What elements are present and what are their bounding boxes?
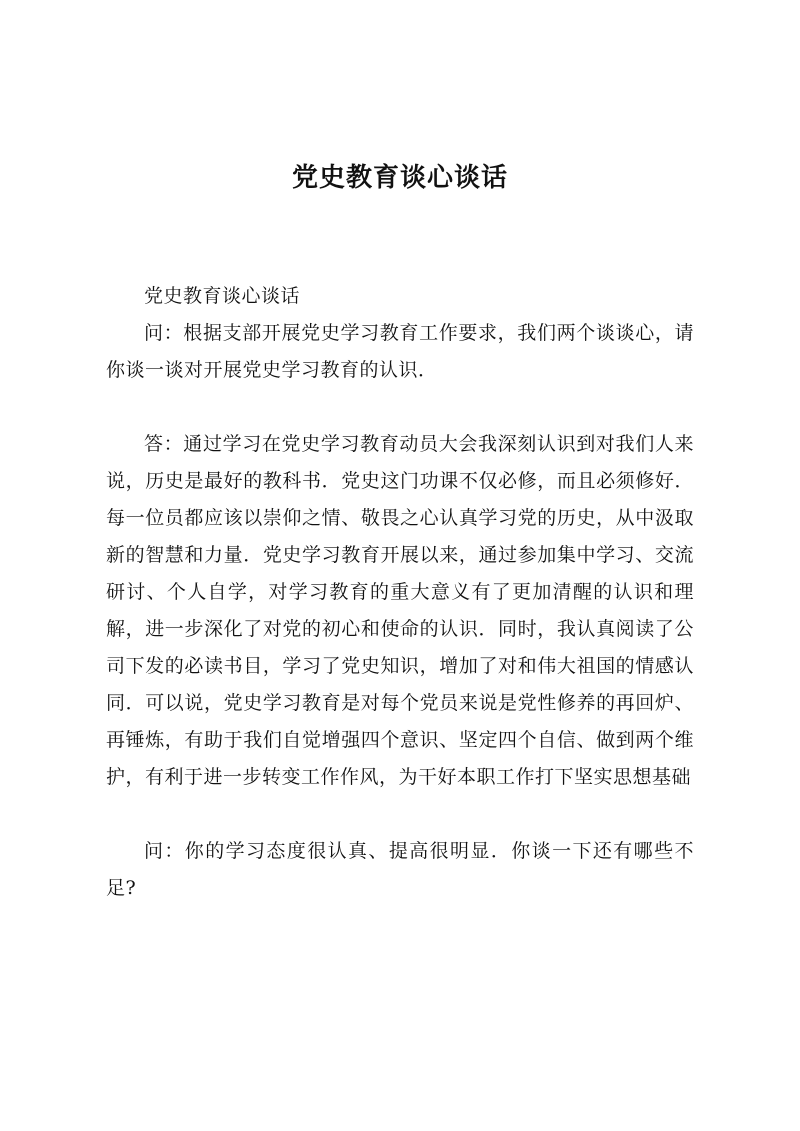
document-body — [106, 278, 694, 907]
paragraph-question-1: 问：根据支部开展党史学习教育工作要求，我们两个谈谈心，请你谈一谈对开展党史学习教育的认识． — [106, 322, 694, 381]
paragraph-heading: 党史教育谈心谈话 — [144, 285, 301, 307]
document-title: 党史教育谈心谈话 — [291, 163, 508, 193]
paragraph-question-2: 问：你的学习态度很认真、提高很明显．你谈一下还有哪些不足? — [106, 840, 694, 899]
paragraph-spacer — [106, 389, 694, 426]
paragraph-answer-1: 答：通过学习在党史学习教育动员大会我深刻认识到对我们人来说，历史是最好的教科书．党史这门功课不仅必修，而且必须修好．每一位员都应该以崇仰之情、敬畏之心认真学习党的历史，从中汲取新的智慧和力量．党史学习教育开展以来，通过参加集中学习、交流研讨、个人自学，对学习教育的重大意义有了更加清醒的认识和理解，进一步深化了对党的初心和使命的认识．同时，我认真阅读了公司下发的必读书目，学习了党史知识，增加了对和伟大祖国的情感认同．可以说，党史学习教育是对每个党员来说是党性修养的再回炉、再锤炼，有助于我们自觉增强四个意识、坚定四个自信、做到两个维护，有利于进一步转变工作作风，为干好本职工作打下坚实思想基础 — [106, 433, 694, 788]
paragraph-spacer — [106, 796, 694, 833]
